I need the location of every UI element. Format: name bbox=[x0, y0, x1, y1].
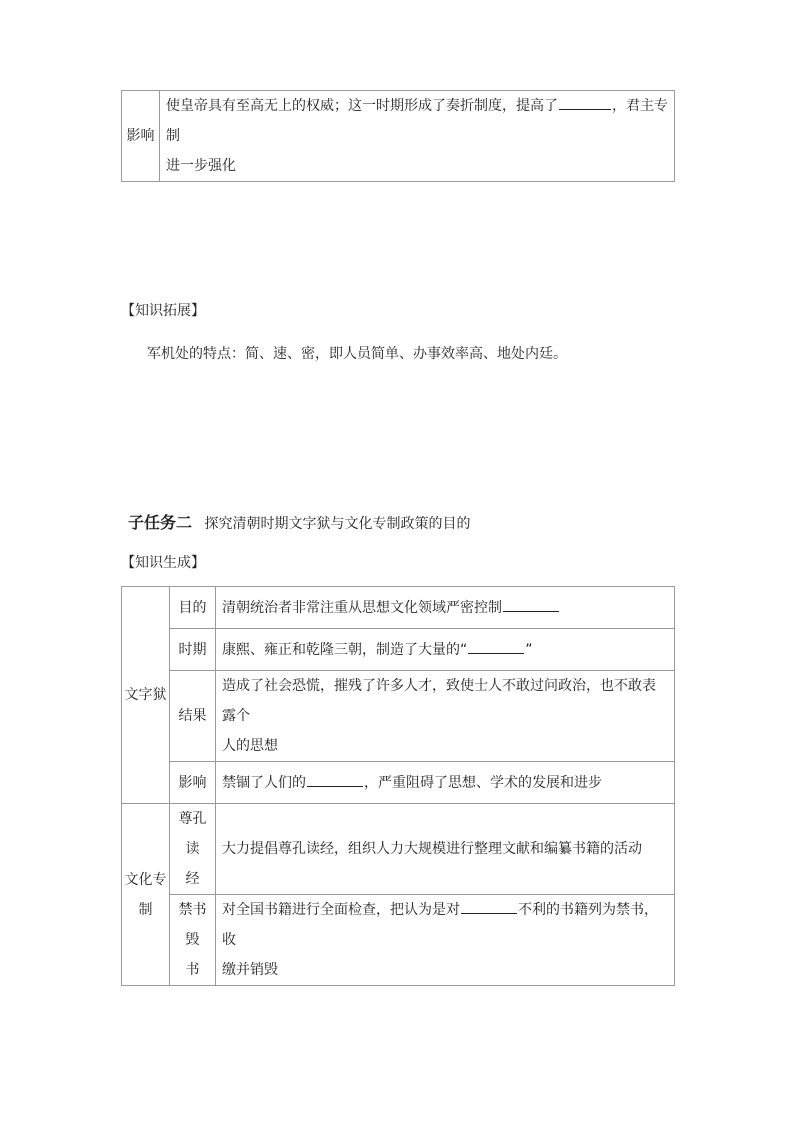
bookban-line2: 缴并销毁 bbox=[222, 962, 278, 978]
row-label-impact: 影响 bbox=[170, 762, 216, 804]
main-table bbox=[121, 586, 675, 986]
row-label-result: 结果 bbox=[170, 671, 216, 762]
row-label-purpose: 目的 bbox=[170, 587, 216, 629]
row-label-bookban-line2: 书 bbox=[185, 962, 200, 978]
purpose-cell bbox=[216, 587, 675, 629]
subtask-heading bbox=[128, 510, 470, 533]
impact-text-after: ，君主专制 bbox=[166, 98, 668, 144]
group-label-culture bbox=[122, 804, 170, 986]
result-cell bbox=[216, 671, 675, 762]
impact2-text-after: ，严重阻碍了思想、学术的发展和进步 bbox=[364, 774, 602, 791]
top-table bbox=[121, 90, 675, 182]
group-label-culture-line2: 制 bbox=[138, 901, 153, 918]
expansion-body: 军机处的特点：简、速、密，即人员简单、办事效率高、地处内廷。 bbox=[147, 346, 567, 362]
expansion-heading: 【知识拓展】 bbox=[121, 303, 205, 319]
result-line1: 造成了社会恐慌，摧残了许多人才，致使士人不敢过问政治，也不敢表露个 bbox=[222, 678, 656, 724]
fill-blank[interactable] bbox=[468, 637, 524, 654]
period-text: 康熙、雍正和乾隆三朝，制造了大量的“ bbox=[222, 641, 468, 658]
impact-text-line2: 进一步强化 bbox=[166, 158, 236, 174]
purpose-text: 清朝统治者非常注重从思想文化领域严密控制 bbox=[222, 599, 502, 616]
group-label-culture-line1: 文化专 bbox=[124, 871, 167, 888]
impact-text: 使皇帝具有至高无上的权威；这一时期形成了奏折制度，提高了 bbox=[166, 98, 558, 114]
result-line2: 人的思想 bbox=[222, 738, 278, 754]
row-label-bookban bbox=[170, 895, 216, 986]
bookban-text: 对全国书籍进行全面检查，把认为是对 bbox=[222, 902, 460, 918]
period-cell bbox=[216, 629, 675, 671]
row-label-confucius bbox=[170, 804, 216, 895]
impact2-text: 禁锢了人们的 bbox=[222, 774, 306, 791]
period-text-after: ” bbox=[525, 641, 533, 658]
group-label-wenziyu: 文字狱 bbox=[122, 587, 170, 804]
bookban-text-after: 不利的书籍列为禁书，收 bbox=[222, 902, 658, 948]
confucius-cell: 大力提倡尊孔读经，组织人力大规模进行整理文献和编纂书籍的活动 bbox=[216, 804, 675, 895]
impact-cell bbox=[160, 91, 675, 182]
generation-heading: 【知识生成】 bbox=[121, 555, 205, 571]
fill-blank[interactable] bbox=[307, 770, 363, 787]
subtask-title: 探究清朝时期文字狱与文化专制政策的目的 bbox=[204, 516, 471, 532]
row-label-period: 时期 bbox=[170, 629, 216, 671]
row-label-confucius-line1: 尊孔读 bbox=[178, 811, 207, 857]
bookban-cell bbox=[216, 895, 675, 986]
row-label-impact: 影响 bbox=[122, 91, 160, 182]
fill-blank[interactable] bbox=[503, 595, 559, 612]
row-label-confucius-line2: 经 bbox=[185, 871, 200, 887]
impact2-cell bbox=[216, 762, 675, 804]
subtask-label: 子任务二 bbox=[128, 513, 193, 532]
fill-blank[interactable] bbox=[559, 93, 611, 110]
row-label-bookban-line1: 禁书毁 bbox=[178, 902, 207, 948]
fill-blank[interactable] bbox=[461, 897, 517, 914]
